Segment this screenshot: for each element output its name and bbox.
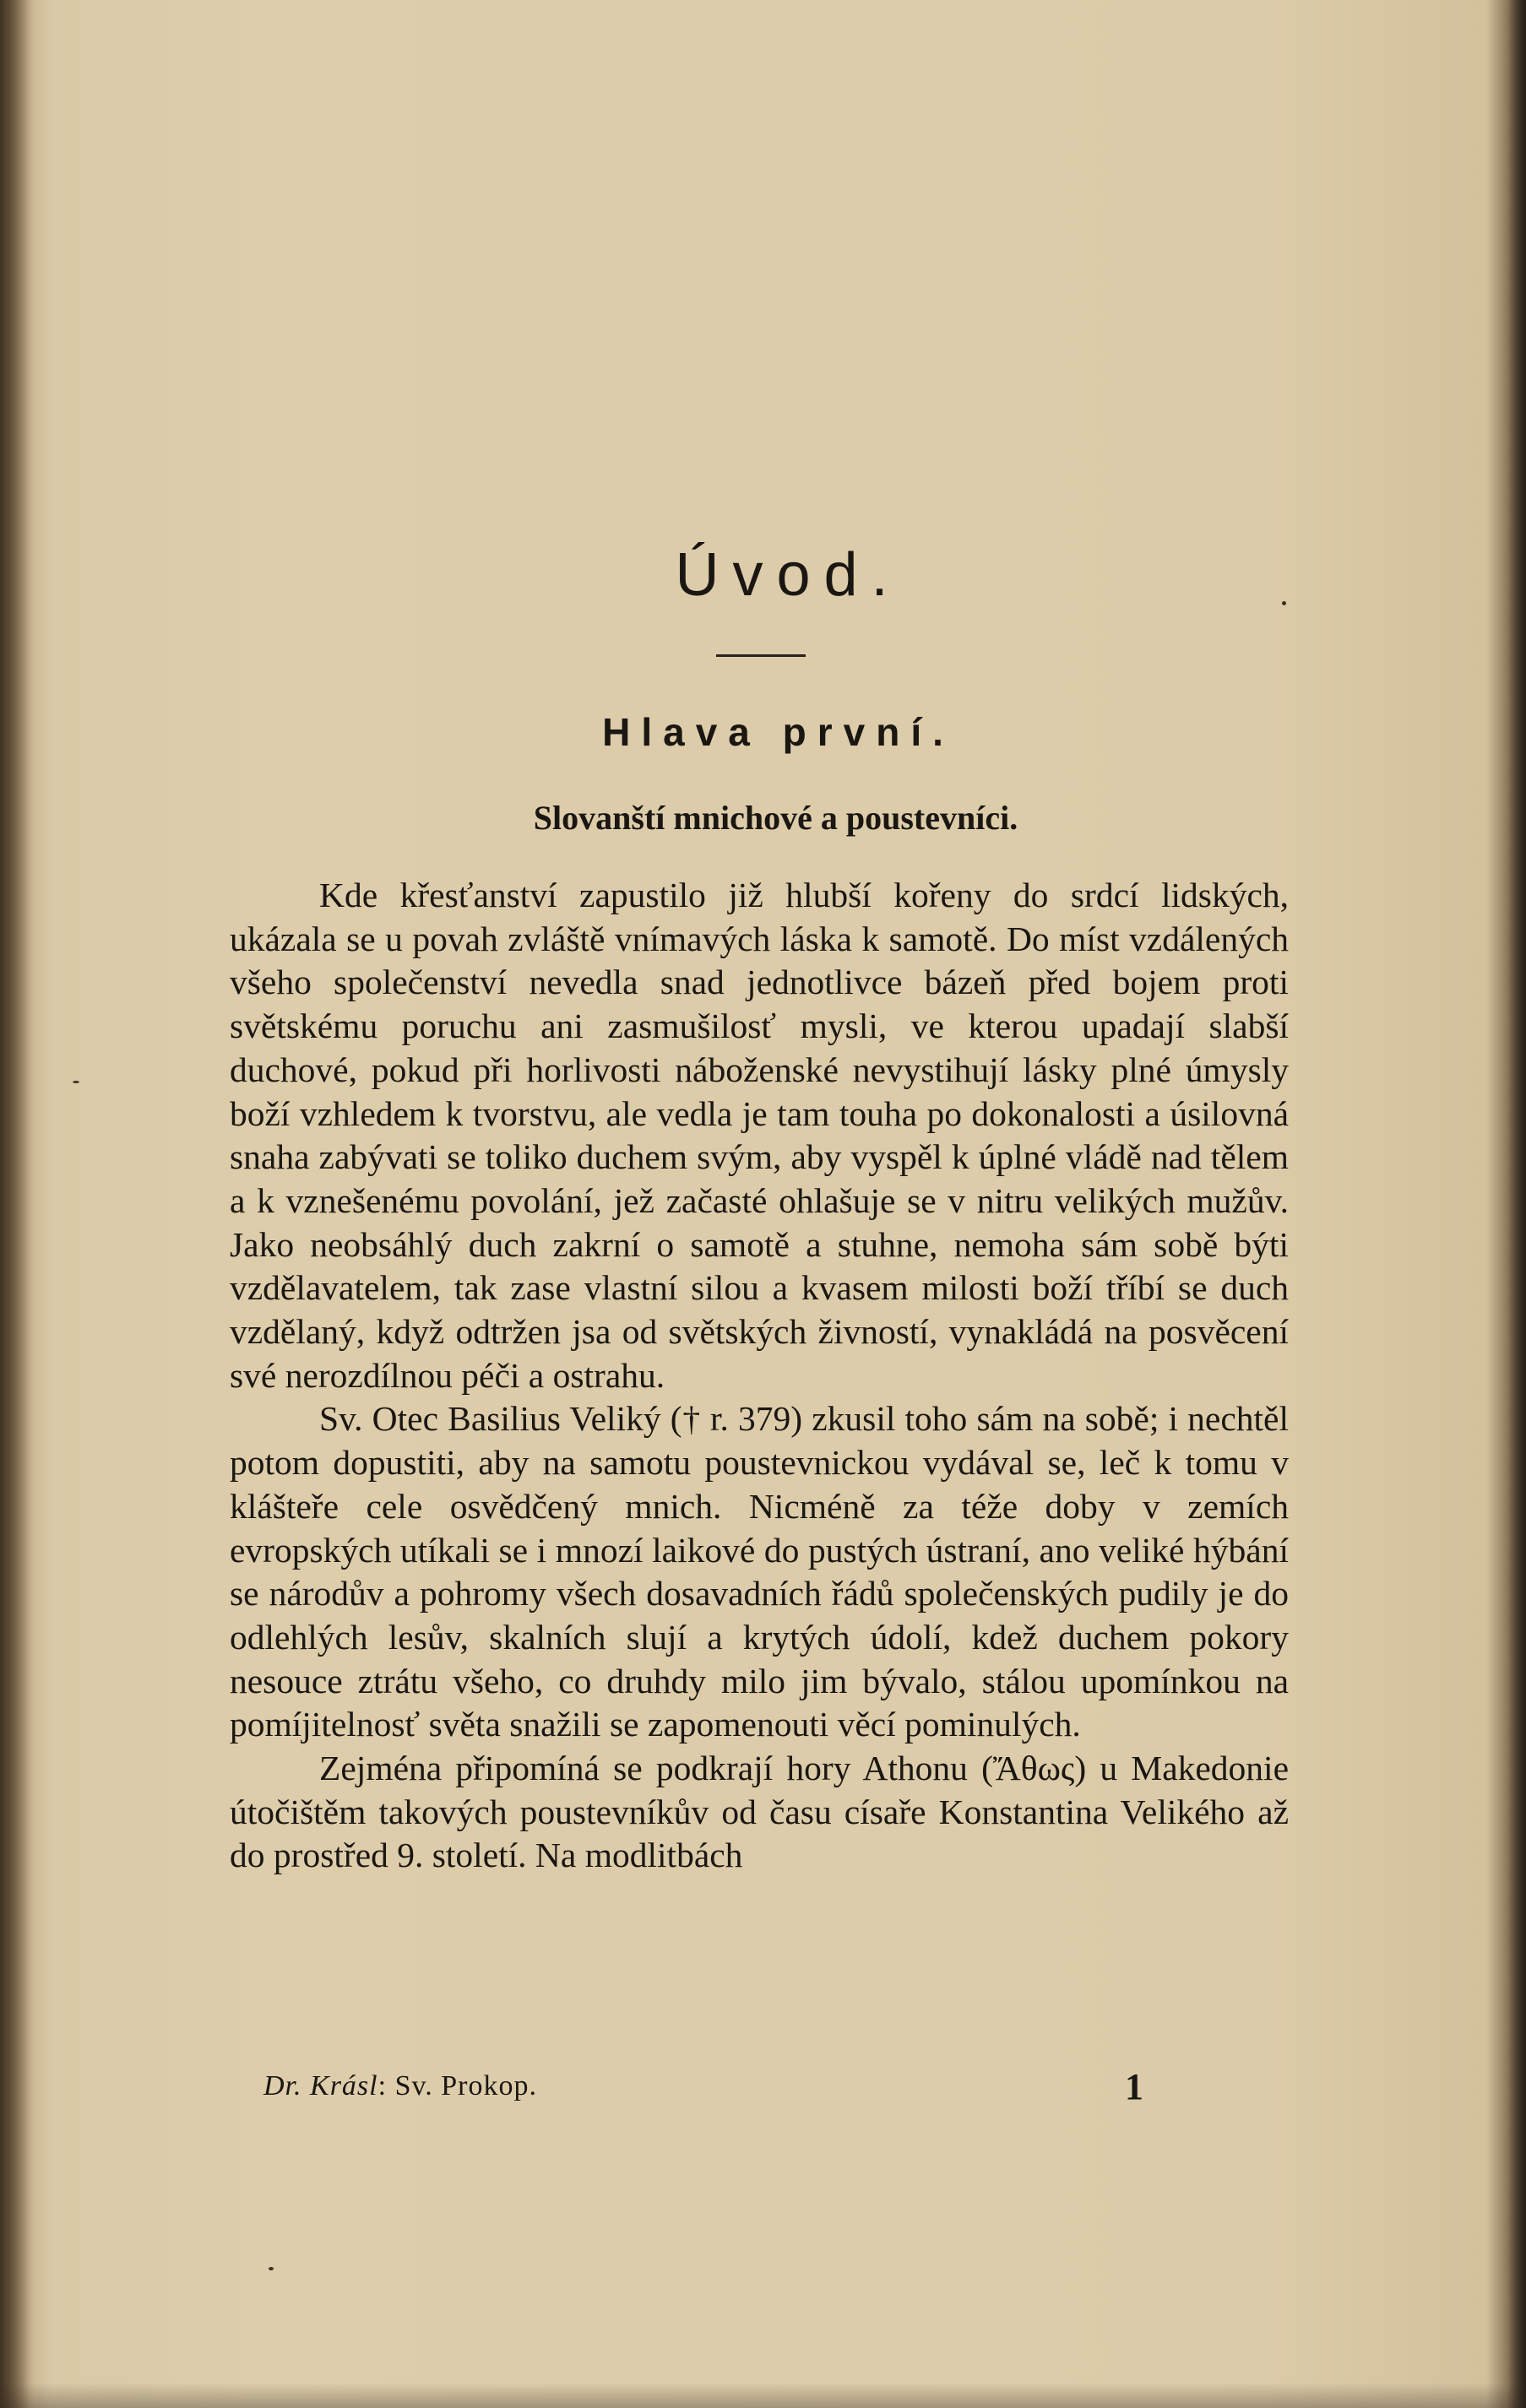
paper-speck: [73, 1081, 79, 1083]
spine-shadow: [0, 0, 34, 2408]
paragraph: Kde křesťanství zapustilo již hlubší kořeny do srdcí lidských, ukázala se u povah zvláště vnímavých láska k samotě. Do míst vzdálených všeho společenství nevedla snad jednotlivce bázeň před bojem proti světskému poruchu ani zasmušilosť mysli, ve kterou upadají slabší duchové, pokud při horlivosti náboženské nevystihují lásky plné úmysly boží vzhledem k tvorstvu, ale vedla je tam touha po dokonalosti a úsilovná snaha zabývati se toliko duchem svým, aby vyspěl k úplné vládě nad tělem a k vznešenému povolání, jež začasté ohlašuje se v nitru velikých mužův. Jako neobsáhlý duch zakrní o samotě a stuhne, nemoha sám sobě býti vzdělavatelem, tak zase vlastní silou a kvasem milosti boží tříbí se duch vzdělaný, když odtržen jsa od světských živností, vynakládá na posvěcení své nerozdílnou péči a ostrahu.: [230, 876, 1289, 1395]
footer-author: Dr. Krásl: [263, 2070, 378, 2102]
footer-book-title: Sv. Prokop.: [394, 2070, 537, 2102]
paragraph: Sv. Otec Basilius Veliký († r. 379) zkusil toho sám na sobě; i nechtěl potom dopustiti, aby na samotu poustevnickou vydával se, leč k tomu v klášteře cele osvědčený mnich. Nicméně za téže doby v zemích evropských utíkali se i mnozí laikové do pustých ústraní, ano veliké hýbání se národův a pohromy všech dosavadních řádů společenských pudily je do odlehlých lesův, skalních slují a krytých údolí, kdež duchem pokory nesouce ztrátu všeho, co druhdy milo jim bývalo, stálou upomínkou na pomíjitelnosť světa snažili se zapomenouti věcí pominulých.: [230, 1399, 1289, 1744]
title-rule: [716, 654, 806, 657]
page-edge-bottom: [0, 2383, 1526, 2408]
paper-speck: [1282, 601, 1286, 605]
page-title: Úvod.: [675, 541, 902, 609]
chapter-subtitle: Slovanští mnichové a poustevníci.: [533, 799, 1018, 837]
page-footer: [263, 2066, 1192, 2112]
paper-speck: [269, 2267, 274, 2270]
footer-signature: [263, 2070, 537, 2102]
footer-separator: :: [377, 2070, 395, 2102]
paragraph: Zejména připomíná se podkrají hory Athonu (Ἄθως) u Makedonie útočištěm takových poustevníkův od času císaře Konstantina Velikého až do prostřed 9. století. Na modlitbách: [230, 1749, 1289, 1875]
body-text: [230, 874, 1289, 1878]
page-number: 1: [1125, 2066, 1143, 2107]
page-edge-right: [1507, 0, 1526, 2408]
chapter-heading: Hlava první.: [602, 710, 954, 754]
